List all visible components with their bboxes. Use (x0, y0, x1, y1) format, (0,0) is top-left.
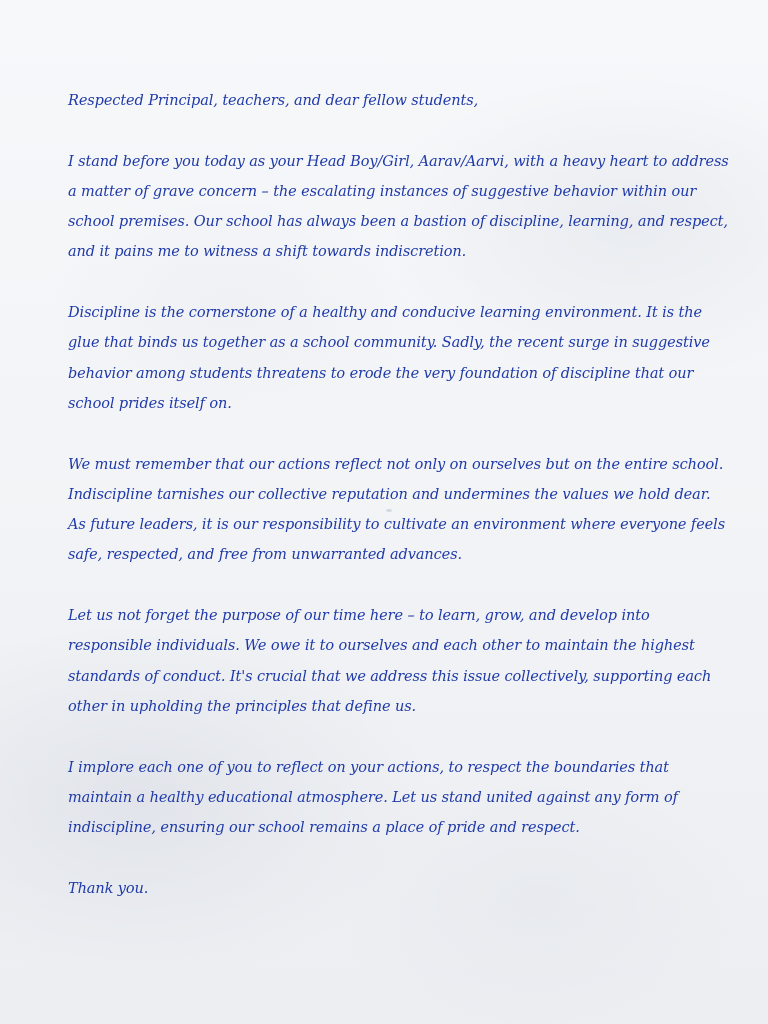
letter-paragraph-4: Let us not forget the purpose of our time here – to learn, grow, and develop into responsible individuals. We owe it to ourselves and each other to maintain the highest standards of conduct. It's crucial that we address this issue collectively, supporting each other in upholding the principles that define us. (68, 608, 712, 715)
letter-paragraph-2: Discipline is the cornerstone of a healthy and conducive learning environment. It is the glue that binds us together as a school community. Sadly, the recent surge in suggestive behavior among students threatens to erode the very foundation of discipline that our school prides itself on. (68, 305, 710, 412)
letter-paragraph-5: I implore each one of you to reflect on your actions, to respect the boundaries that maintain a healthy educational atmosphere. Let us stand united against any form of indiscipline, ensuring our school remains a place of pride and respect. (68, 759, 678, 837)
letter-paragraph-3: We must remember that our actions reflect not only on ourselves but on the entire school. Indiscipline tarnishes our collective reputation and undermines the values we hold dear. As future leaders, it is our responsibility to cultivate an environment where everyone feels safe, respected, and free from unwarranted advances. (68, 456, 726, 564)
letter-paragraph-1: I stand before you today as your Head Boy/Girl, Aarav/Aarvi, with a heavy heart to address a matter of grave concern – the escalating instances of suggestive behavior within our school premises. Our school has always been a bastion of discipline, learning, and respect, and it pains me to witness a shift towards indiscretion. (68, 153, 729, 261)
letter-salutation: Respected Principal, teachers, and dear fellow students, (68, 93, 479, 109)
letter-body (68, 86, 730, 904)
letter-closing: Thank you. (68, 880, 149, 897)
